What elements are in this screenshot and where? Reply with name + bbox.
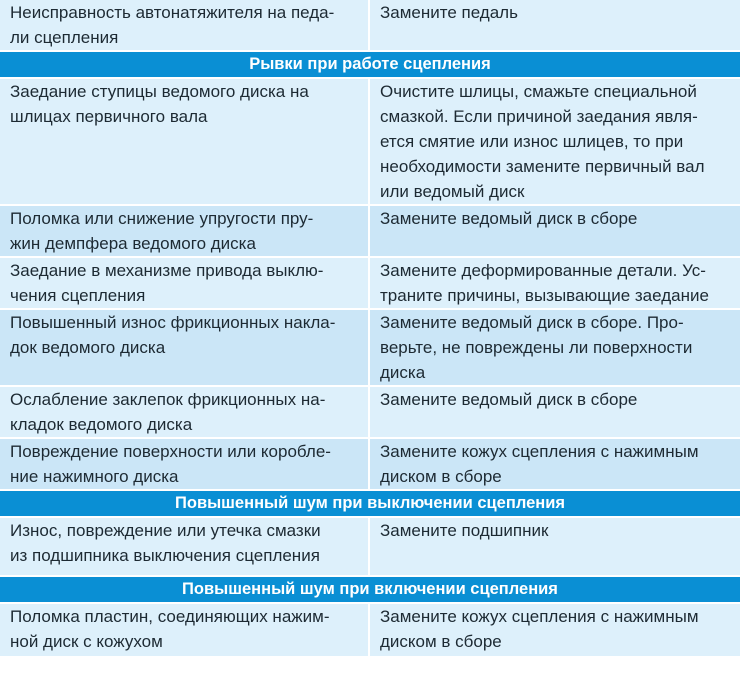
remedy-text: Замените ведомый диск в сборе <box>380 209 638 228</box>
cause-cell <box>0 0 369 51</box>
table-row <box>0 78 740 205</box>
cause-text: Неисправность автонатяжителя на педа- ли сцепления <box>10 3 335 47</box>
cause-text: Износ, повреждение или утечка смазки из подшипника выключения сцепления <box>10 521 321 565</box>
table-row <box>0 386 740 438</box>
table-row <box>0 517 740 576</box>
section-header-row <box>0 576 740 603</box>
cause-cell <box>0 309 369 386</box>
remedy-text: Замените кожух сцепления с нажимным диском в сборе <box>380 442 699 486</box>
section-header-noise-engage: Повышенный шум при включении сцепления <box>0 576 740 603</box>
section-header-jerks: Рывки при работе сцепления <box>0 51 740 78</box>
table-row <box>0 257 740 309</box>
cause-cell <box>0 386 369 438</box>
table-row <box>0 0 740 51</box>
remedy-text: Замените подшипник <box>380 521 549 540</box>
table-row <box>0 309 740 386</box>
remedy-cell <box>369 438 740 490</box>
table-row <box>0 603 740 657</box>
cause-cell <box>0 257 369 309</box>
remedy-cell <box>369 257 740 309</box>
remedy-cell <box>369 205 740 257</box>
section-header-noise-release: Повышенный шум при выключении сцепления <box>0 490 740 517</box>
cause-text: Заедание ступицы ведомого диска на шлицах первичного вала <box>10 82 309 126</box>
section-header-row <box>0 490 740 517</box>
cause-cell <box>0 517 369 576</box>
table-row <box>0 438 740 490</box>
cause-cell <box>0 438 369 490</box>
remedy-text: Замените педаль <box>380 3 518 22</box>
remedy-cell <box>369 309 740 386</box>
remedy-cell <box>369 603 740 657</box>
remedy-text: Очистите шлицы, смажьте специальной смазкой. Если причиной заедания явля- ется смятие или износ шлицев, то при необходимости замените первичный вал или ведомый диск <box>380 82 705 201</box>
cause-cell <box>0 603 369 657</box>
remedy-cell <box>369 78 740 205</box>
remedy-text: Замените ведомый диск в сборе. Про- верьте, не повреждены ли поверхности диска <box>380 313 693 382</box>
table-row <box>0 205 740 257</box>
remedy-cell <box>369 0 740 51</box>
remedy-text: Замените кожух сцепления с нажимным диском в сборе <box>380 607 699 651</box>
cause-text: Ослабление заклепок фрикционных на- кладок ведомого диска <box>10 390 326 434</box>
remedy-cell <box>369 517 740 576</box>
remedy-cell <box>369 386 740 438</box>
cause-cell <box>0 78 369 205</box>
cause-cell <box>0 205 369 257</box>
remedy-text: Замените деформированные детали. Ус- траните причины, вызывающие заедание <box>380 261 709 305</box>
section-header-row <box>0 51 740 78</box>
remedy-text: Замените ведомый диск в сборе <box>380 390 638 409</box>
cause-text: Заедание в механизме привода выклю- чения сцепления <box>10 261 324 305</box>
cause-text: Поломка или снижение упругости пру- жин демпфера ведомого диска <box>10 209 314 253</box>
cause-text: Повреждение поверхности или коробле- ние нажимного диска <box>10 442 331 486</box>
cause-text: Повышенный износ фрикционных накла- док ведомого диска <box>10 313 336 357</box>
cause-text: Поломка пластин, соединяющих нажим- ной диск с кожухом <box>10 607 330 651</box>
